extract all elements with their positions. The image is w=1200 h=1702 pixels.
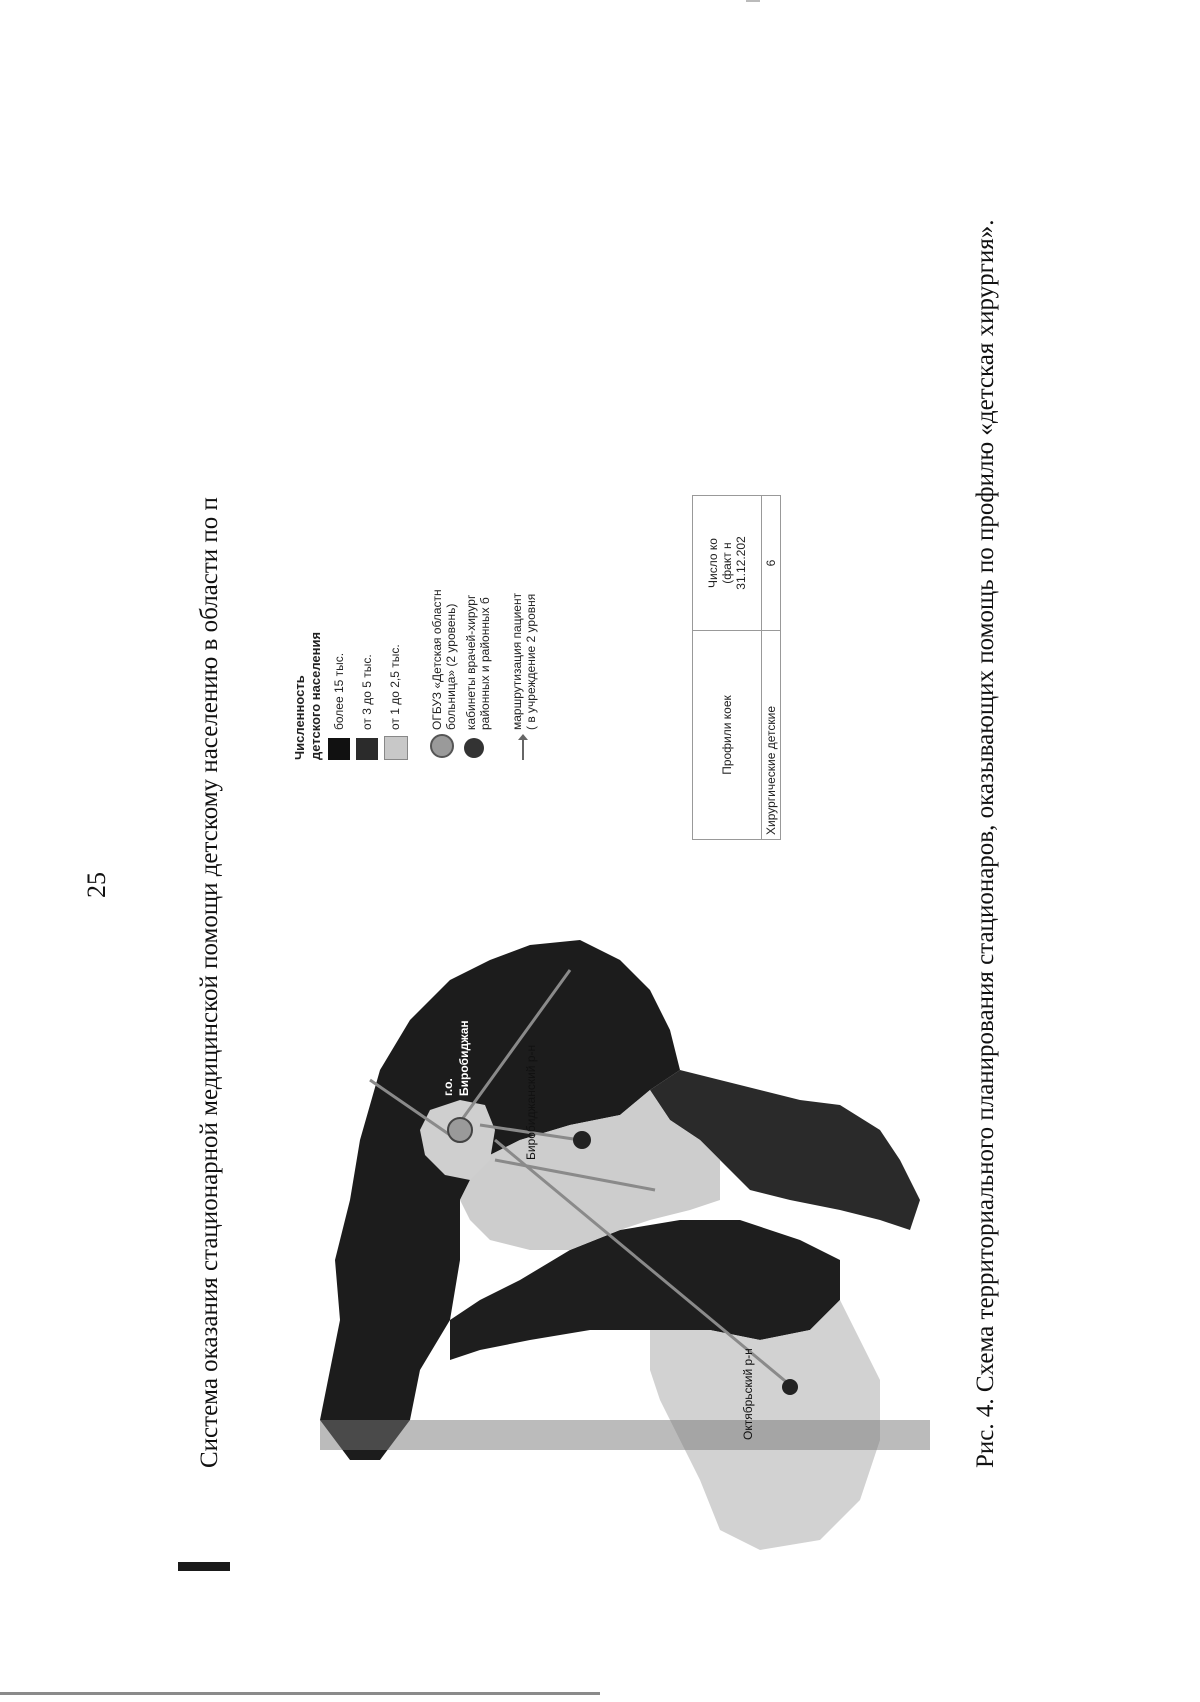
map-legend	[270, 240, 560, 760]
legend-label-routing: маршрутизация пациент ( в учреждение 2 уровня	[510, 592, 538, 730]
city-label: г.о.	[441, 1078, 455, 1096]
oktyabrsky-district-label: Октябрьский р-н	[741, 1348, 755, 1440]
routing-arrow-icon	[516, 734, 530, 760]
header-count: Число ко (факт н 31.12.202	[693, 496, 762, 631]
hospital-level2-icon	[430, 734, 454, 758]
header-profile: Профили коек	[693, 631, 762, 840]
legend-label-hospital: ОГБУЗ «Детская областн больница» (2 уровень)	[430, 589, 458, 730]
scan-band	[320, 1420, 930, 1450]
scan-bottom-rule	[0, 1692, 600, 1695]
beds-table-wrapper	[692, 495, 792, 840]
swatch-more-15k	[328, 738, 350, 760]
section-heading: Система оказания стационарной медицинской помощи детскому населению в области по п	[196, 497, 223, 1468]
swatch-3-5k	[356, 738, 378, 760]
city-name-label: Биробиджан	[457, 1020, 471, 1096]
page-number: 25	[82, 872, 111, 898]
legend-label-3-5k: от 3 до 5 тыс.	[360, 654, 374, 730]
legend-label-surgeon-office: кабинеты врачей-хирург районных и районных б	[464, 594, 492, 730]
legend-label-1-2-5k: от 1 до 2,5 тыс.	[388, 644, 402, 730]
surgeon-office-icon	[464, 738, 484, 758]
row-profile: Хирургические детские	[762, 631, 781, 840]
hospital-level2-marker	[448, 1118, 472, 1142]
scan-artifact	[746, 0, 760, 2]
legend-label-more-15k: более 15 тыс.	[332, 652, 346, 730]
birobidzhan-surgeon-marker	[573, 1131, 591, 1149]
legend-title: Численность детского населения	[292, 631, 323, 760]
region-map	[320, 900, 930, 1555]
beds-table	[692, 495, 781, 840]
row-count: 6	[762, 496, 781, 631]
swatch-1-2-5k	[384, 736, 408, 760]
figure-caption: Рис. 4. Схема территориального планирования стационаров, оказывающих помощь по профилю «детская хирургия».	[972, 219, 999, 1468]
margin-mark	[178, 1562, 230, 1571]
birobidzhan-district-label: Биробиджанский р-н	[524, 1044, 538, 1160]
oktyabrsky-surgeon-marker	[782, 1379, 798, 1395]
table-row	[762, 496, 781, 840]
